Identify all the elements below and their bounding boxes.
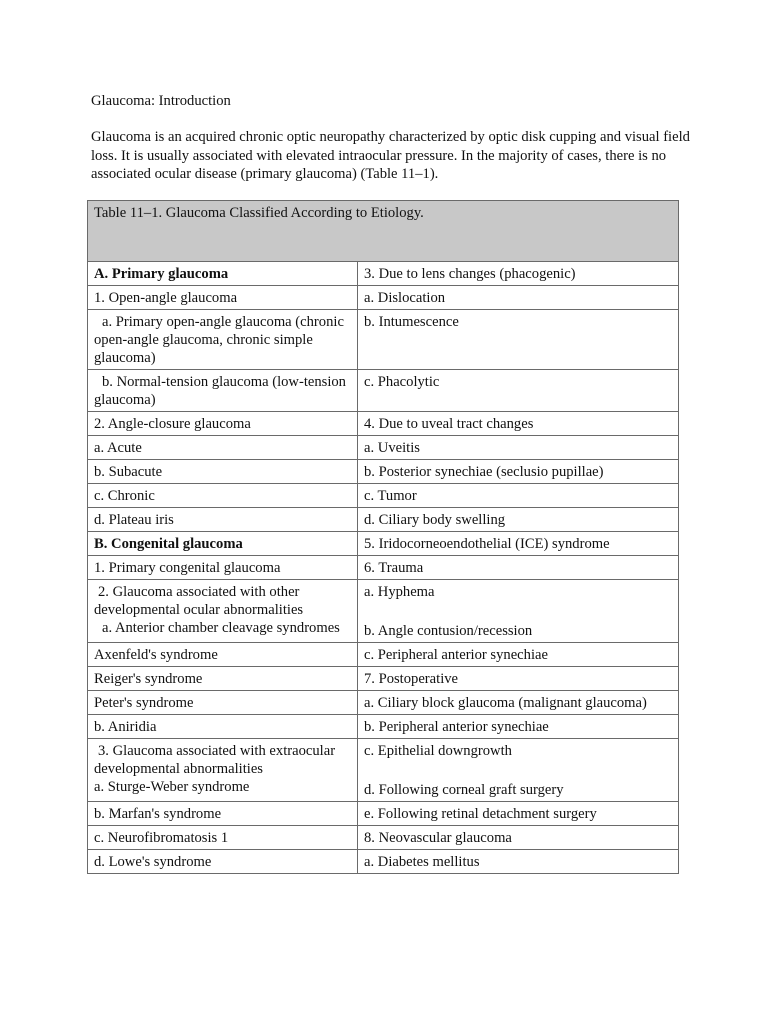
table-cell-right: b. Posterior synechiae (seclusio pupillae) <box>358 460 679 484</box>
intro-paragraph: Glaucoma is an acquired chronic optic neuropathy characterized by optic disk cupping and visual field loss. It is usually associated with elevated intraocular pressure. In the majority of cases, there is no associated ocular disease (primary glaucoma) (Table 11–1). <box>91 129 690 182</box>
table-row <box>88 691 679 715</box>
table-cell-right: c. Tumor <box>358 484 679 508</box>
table-row <box>88 715 679 739</box>
table-row <box>88 436 679 460</box>
table-row <box>88 826 679 850</box>
table-cell-left <box>88 310 358 370</box>
table-cell-left: Reiger's syndrome <box>88 667 358 691</box>
table-cell-right: b. Intumescence <box>358 310 679 370</box>
table-row <box>88 739 679 779</box>
table-row <box>88 286 679 310</box>
table-row <box>88 508 679 532</box>
table-cell-right: d. Following corneal graft surgery <box>358 778 679 802</box>
table-cell-right: e. Following retinal detachment surgery <box>358 802 679 826</box>
table-row <box>88 310 679 370</box>
table-cell-left: 1. Primary congenital glaucoma <box>88 556 358 580</box>
table-cell-text: a. Anterior chamber cleavage syndromes <box>102 620 340 636</box>
table-cell-right: d. Ciliary body swelling <box>358 508 679 532</box>
table-cell-right: c. Epithelial downgrowth <box>358 739 679 779</box>
table-cell-left: d. Lowe's syndrome <box>88 850 358 874</box>
table-cell-left: c. Neurofibromatosis 1 <box>88 826 358 850</box>
table-row <box>88 643 679 667</box>
table-cell-right: a. Hyphema <box>358 580 679 620</box>
page-heading: Glaucoma: Introduction <box>91 93 231 109</box>
table-row <box>88 262 679 286</box>
table-cell-left: 1. Open-angle glaucoma <box>88 286 358 310</box>
table-cell-right: a. Diabetes mellitus <box>358 850 679 874</box>
table-cell-left: a. Sturge-Weber syndrome <box>88 778 358 802</box>
table-cell-left: A. Primary glaucoma <box>88 262 358 286</box>
table-row <box>88 412 679 436</box>
table-cell-right: 8. Neovascular glaucoma <box>358 826 679 850</box>
table-cell-right: a. Dislocation <box>358 286 679 310</box>
table-cell-right: 6. Trauma <box>358 556 679 580</box>
table-row <box>88 460 679 484</box>
table-cell-right: a. Ciliary block glaucoma (malignant glaucoma) <box>358 691 679 715</box>
table-cell-left: Peter's syndrome <box>88 691 358 715</box>
table-cell-right: 4. Due to uveal tract changes <box>358 412 679 436</box>
table-cell-right: 3. Due to lens changes (phacogenic) <box>358 262 679 286</box>
table-cell-right: a. Uveitis <box>358 436 679 460</box>
table-cell-left <box>88 580 358 620</box>
table-cell-left: c. Chronic <box>88 484 358 508</box>
table-cell-left: b. Marfan's syndrome <box>88 802 358 826</box>
table-cell-right: 5. Iridocorneoendothelial (ICE) syndrome <box>358 532 679 556</box>
table-caption-row <box>88 201 679 262</box>
table-cell-right: 7. Postoperative <box>358 667 679 691</box>
table-cell-right: c. Phacolytic <box>358 370 679 412</box>
table-cell-right: b. Peripheral anterior synechiae <box>358 715 679 739</box>
table-cell-left <box>88 370 358 412</box>
table-row <box>88 532 679 556</box>
etiology-table <box>87 200 679 874</box>
table-cell-left: b. Aniridia <box>88 715 358 739</box>
table-row <box>88 619 679 643</box>
table-row <box>88 850 679 874</box>
table-cell-left: a. Acute <box>88 436 358 460</box>
table-cell-left: Axenfeld's syndrome <box>88 643 358 667</box>
table-cell-left: d. Plateau iris <box>88 508 358 532</box>
table-cell-left: b. Subacute <box>88 460 358 484</box>
table-cell-left <box>88 619 358 643</box>
table-cell-right: b. Angle contusion/recession <box>358 619 679 643</box>
table-row <box>88 580 679 620</box>
table-cell-text: 2. Glaucoma associated with other developmental ocular abnormalities <box>94 584 304 618</box>
table-row <box>88 484 679 508</box>
table-caption: Table 11–1. Glaucoma Classified According to Etiology. <box>88 201 679 262</box>
table-row <box>88 667 679 691</box>
table-row <box>88 370 679 412</box>
table-row <box>88 778 679 802</box>
table-row <box>88 802 679 826</box>
table-cell-text: b. Normal-tension glaucoma (low-tension glaucoma) <box>94 374 346 408</box>
table-cell-left <box>88 739 358 779</box>
table-cell-right: c. Peripheral anterior synechiae <box>358 643 679 667</box>
table-cell-text: 3. Glaucoma associated with extraocular developmental abnormalities <box>94 743 336 777</box>
table-cell-left: 2. Angle-closure glaucoma <box>88 412 358 436</box>
table-cell-text: a. Primary open-angle glaucoma (chronic open-angle glaucoma, chronic simple glaucoma) <box>94 314 344 366</box>
table-cell-left: B. Congenital glaucoma <box>88 532 358 556</box>
table-row <box>88 556 679 580</box>
